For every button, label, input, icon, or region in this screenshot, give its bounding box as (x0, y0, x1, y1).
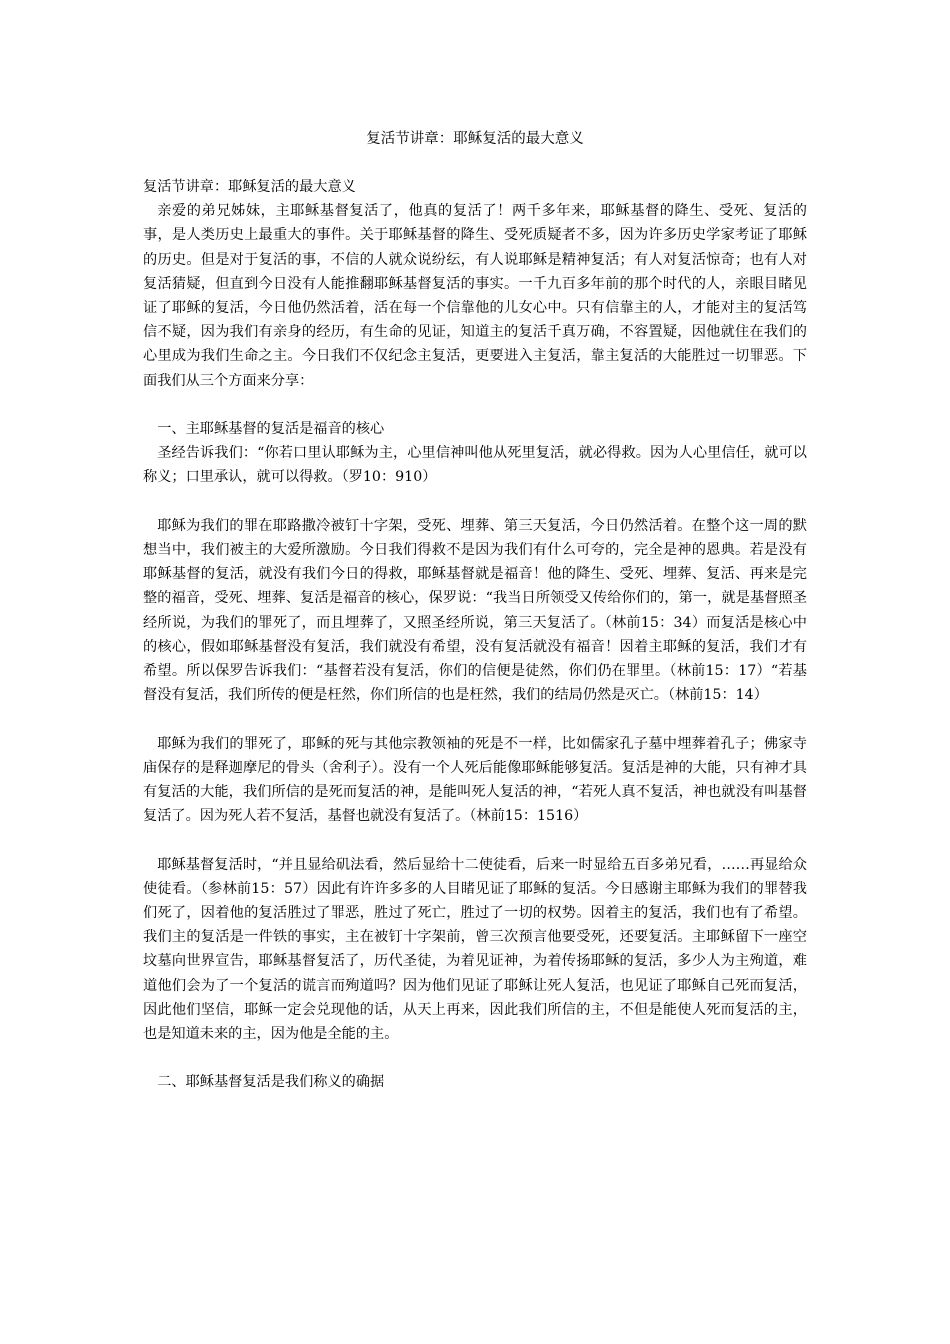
intro-paragraph: 亲爱的弟兄姊妹，主耶稣基督复活了，他真的复活了！两千多年来，耶稣基督的降生、受死、复活的事，是人类历史上最重大的事件。关于耶稣基督的降生、受死质疑者不多，因为许多历史学家考证了耶稣的历史。但是对于复活的事，不信的人就众说纷纭，有人说耶稣是精神复活；有人对复活惊奇；也有人对复活猜疑，但直到今日没有人能推翻耶稣基督复活的事实。一千九百多年前的那个时代的人，亲眼目睹见证了耶稣的复活，今日他仍然活着，活在每一个信靠他的儿女心中。只有信靠主的人，才能对主的复活笃信不疑，因为我们有亲身的经历，有生命的见证，知道主的复活千真万确，不容置疑，因他就住在我们的心里成为我们生命之主。今日我们不仅纪念主复活，更要进入主复活，靠主复活的大能胜过一切罪恶。下面我们从三个方面来分享： (143, 203, 807, 389)
document-subtitle: 复活节讲章：耶稣复活的最大意义 (143, 179, 356, 195)
blank-line (143, 1046, 807, 1070)
document-body (143, 175, 807, 1095)
blank-line (143, 828, 807, 852)
section-1-paragraph-3: 耶稣为我们的罪死了，耶稣的死与其他宗教领袖的死是不一样，比如儒家孔子墓中埋葬着孔子；佛家寺庙保存的是释迦摩尼的骨头（舍利子）。没有一个人死后能像耶稣能够复活。复活是神的大能，只有神才具有复活的大能，我们所信的是死而复活的神，是能叫死人复活的神，“若死人真不复活，神也就没有叫基督复活了。因为死人若不复活，基督也就没有复活了。（林前15：1516） (143, 735, 807, 825)
document-title: 复活节讲章：耶稣复活的最大意义 (366, 131, 584, 147)
section-1-heading: 一、主耶稣基督的复活是福音的核心 (157, 421, 385, 438)
blank-line (143, 707, 807, 731)
blank-line (143, 490, 807, 514)
section-1-paragraph-4: 耶稣基督复活时，“并且显给矶法看，然后显给十二使徒看，后来一时显给五百多弟兄看，……再显给众使徒看。（参林前15：57）因此有许许多多的人目睹见证了耶稣的复活。今日感谢主耶稣为我们的罪替我们死了，因着他的复活胜过了罪恶，胜过了死亡，胜过了一切的权势。因着主的复活，我们也有了希望。我们主的复活是一件铁的事实，主在被钉十字架前，曾三次预言他要受死，还要复活。主耶稣留下一座空坟墓向世界宣告，耶稣基督复活了，历代圣徒，为着见证神，为着传扬耶稣的复活，多少人为主殉道，难道他们会为了一个复活的谎言而殉道吗？因为他们见证了耶稣让死人复活，也见证了耶稣自己死而复活，因此他们坚信，耶稣一定会兑现他的话，从天上再来，因此我们所信的主，不但是能使人死而复活的主，也是知道未来的主，因为他是全能的主。 (143, 856, 807, 1043)
section-1-paragraph-1: 圣经告诉我们：“你若口里认耶稣为主，心里信神叫他从死里复活，就必得救。因为人心里信任，就可以称义；口里承认，就可以得救。（罗10：910） (143, 445, 807, 486)
section-2-heading: 二、耶稣基督复活是我们称义的确据 (157, 1074, 385, 1091)
section-1-paragraph-2: 耶稣为我们的罪在耶路撒冷被钉十字架，受死、埋葬、第三天复活，今日仍然活着。在整个这一周的默想当中，我们被主的大爱所激励。今日我们得救不是因为我们有什么可夸的，完全是神的恩典。若是没有耶稣基督的复活，就没有我们今日的得救，耶稣基督就是福音！他的降生、受死、埋葬、复活、再来是完整的福音，受死、埋葬、复活是福音的核心，保罗说：“我当日所领受又传给你们的，第一，就是基督照圣经所说，为我们的罪死了，而且埋葬了，又照圣经所说，第三天复活了。（林前15：34）而复活是核心中的核心，假如耶稣基督没有复活，我们就没有希望，没有复活就没有福音！因着主耶稣的复活，我们才有希望。所以保罗告诉我们：“基督若没有复活，你们的信便是徒然，你们仍在罪里。（林前15：17）“若基督没有复活，我们所传的便是枉然，你们所信的也是枉然，我们的结局仍然是灭亡。（林前15：14） (143, 517, 807, 704)
blank-line (143, 393, 807, 417)
